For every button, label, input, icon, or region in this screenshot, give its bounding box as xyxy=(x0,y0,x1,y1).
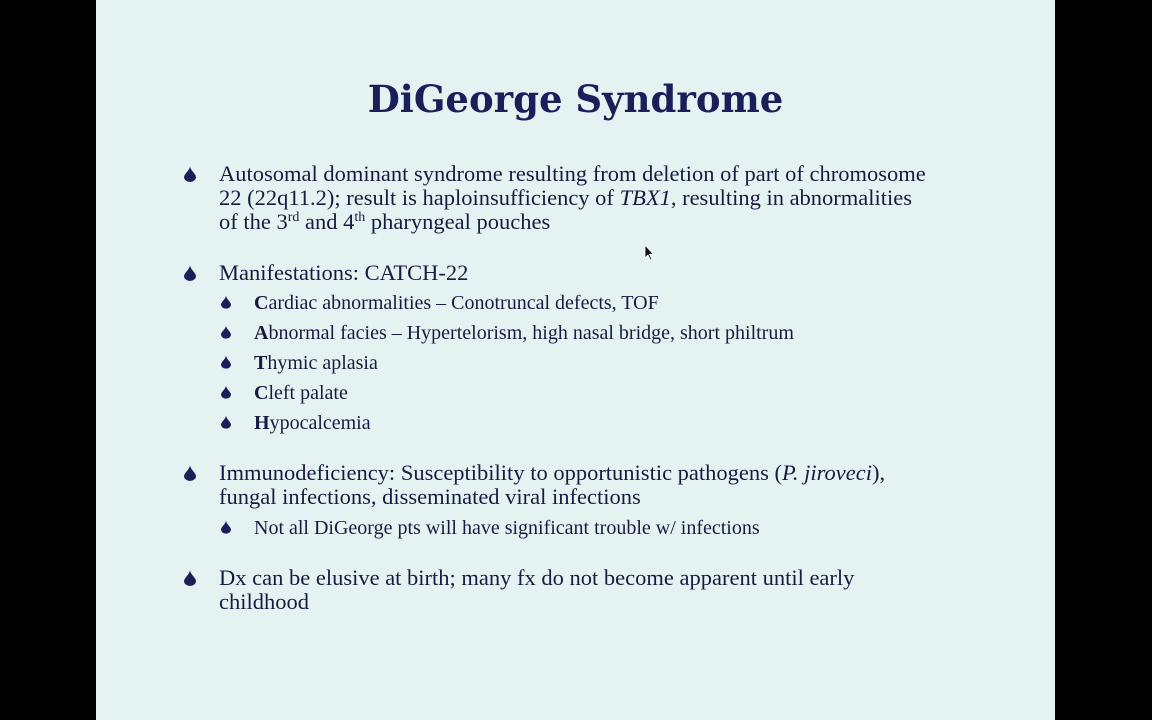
bullet-text: Manifestations: CATCH-22 xyxy=(219,260,469,285)
acronym-letter: C xyxy=(254,292,269,314)
teardrop-bullet-icon xyxy=(184,570,196,586)
sub-bullet-text xyxy=(254,352,378,374)
sub-bullet-item xyxy=(221,382,951,404)
sub-bullet-text xyxy=(254,412,371,434)
sub-bullet-rest: bnormal facies – Hypertelorism, high nasal bridge, short philtrum xyxy=(268,322,794,344)
slide-title: DiGeorge Syndrome xyxy=(367,77,784,121)
sub-bullet-rest: ardiac abnormalities – Conotruncal defects, TOF xyxy=(268,292,659,314)
teardrop-bullet-icon xyxy=(184,465,196,481)
sub-bullet-text xyxy=(254,292,659,314)
acronym-letter: A xyxy=(254,322,269,344)
sub-bullet-text xyxy=(254,322,794,344)
mouse-cursor-icon xyxy=(645,245,655,261)
sub-bullet-rest: left palate xyxy=(268,382,348,404)
bullet-text-part: Immunodeficiency: Susceptibility to opportunistic pathogens ( xyxy=(219,460,783,485)
bullet-item-inheritance xyxy=(184,162,934,234)
acronym-letter: T xyxy=(254,352,268,374)
sub-bullet-rest: hymic aplasia xyxy=(267,352,378,374)
sub-bullet-item xyxy=(221,517,951,539)
teardrop-bullet-icon xyxy=(184,166,196,182)
bullet-text-part: , resulting in abnormalities of the 3 xyxy=(219,185,913,234)
bullet-item-manifestations xyxy=(184,261,934,285)
bullet-text-part: Autosomal dominant syndrome resulting from deletion of part of chromosome 22 (22q11.2); result is haploinsufficiency of xyxy=(219,161,926,210)
sub-bullet-text xyxy=(254,382,348,404)
superscript: th xyxy=(354,210,366,225)
slide xyxy=(96,0,1055,720)
teardrop-bullet-icon xyxy=(184,265,196,281)
superscript: rd xyxy=(287,210,300,225)
bullet-text xyxy=(219,461,934,509)
teardrop-bullet-icon xyxy=(221,325,231,339)
organism-name: P. jiroveci xyxy=(782,460,873,485)
sub-bullet-item xyxy=(221,292,951,314)
bullet-text: Dx can be elusive at birth; many fx do not become apparent until early childhood xyxy=(219,565,855,614)
bullet-item-immunodeficiency xyxy=(184,461,934,509)
acronym-letter: C xyxy=(254,382,269,404)
sub-bullet-item xyxy=(221,412,951,434)
sub-bullet-rest: ypocalcemia xyxy=(269,412,371,434)
sub-bullet-item xyxy=(221,352,951,374)
acronym-letter: H xyxy=(254,412,270,434)
teardrop-bullet-icon xyxy=(221,295,231,309)
gene-name: TBX1 xyxy=(619,185,671,210)
bullet-text-part: ), fungal infections, disseminated viral infections xyxy=(219,460,886,509)
sub-bullet-text: Not all DiGeorge pts will have significant trouble w/ infections xyxy=(254,517,760,539)
sub-bullet-item xyxy=(221,322,951,344)
teardrop-bullet-icon xyxy=(221,355,231,369)
bullet-text-part: and 4 xyxy=(299,209,355,234)
teardrop-bullet-icon xyxy=(221,520,231,534)
bullet-text-part: pharyngeal pouches xyxy=(365,209,551,234)
teardrop-bullet-icon xyxy=(221,415,231,429)
teardrop-bullet-icon xyxy=(221,385,231,399)
bullet-item-diagnosis xyxy=(184,566,934,614)
bullet-text xyxy=(219,162,934,234)
